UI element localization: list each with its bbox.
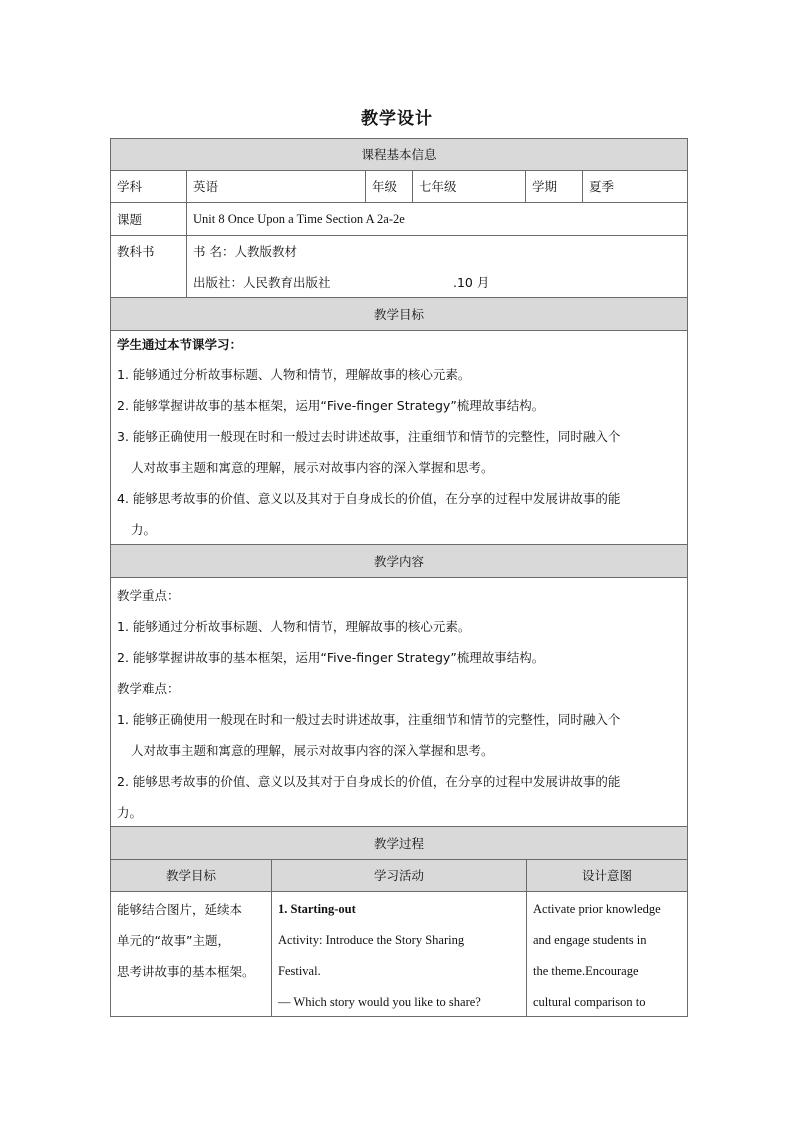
objectives-header: 教学目标 xyxy=(110,297,688,331)
activity-line: Festival. xyxy=(278,964,321,978)
goal-line: 思考讲故事的基本框架。 xyxy=(117,964,255,979)
difficult-point-item-cont: 力。 xyxy=(117,805,143,820)
goal-line: 能够结合图片，延续本 xyxy=(117,902,243,917)
objectives-body xyxy=(110,330,688,545)
intent-line: Activate prior knowledge xyxy=(533,902,661,916)
difficult-point-item-cont: 人对故事主题和寓意的理解，展示对故事内容的深入掌握和思考。 xyxy=(131,743,494,758)
intent-line: the theme.Encourage xyxy=(533,964,639,978)
intent-line: and engage students in xyxy=(533,933,647,947)
activity-cell xyxy=(271,891,527,1017)
activity-line: Activity: Introduce the Story Sharing xyxy=(278,933,465,947)
activity-title: 1. Starting-out xyxy=(278,902,356,916)
publish-month: .10 月 xyxy=(453,275,490,290)
textbook-label: 教科书 xyxy=(110,235,187,298)
term-label: 学期 xyxy=(525,170,583,203)
difficult-point-item: 1. 能够正确使用一般现在时和一般过去时讲述故事，注重细节和情节的完整性，同时融入个 xyxy=(117,712,621,727)
grade-label: 年级 xyxy=(365,170,413,203)
objective-item-cont: 力。 xyxy=(131,522,157,537)
key-point-item: 2. 能够掌握讲故事的基本框架，运用“Five-finger Strategy”梳理故事结构。 xyxy=(117,650,545,665)
publisher: 出版社：人民教育出版社 xyxy=(193,275,331,290)
difficult-point-item: 2. 能够思考故事的价值、意义以及其对于自身成长的价值，在分享的过程中发展讲故事的能 xyxy=(117,774,621,789)
content-body xyxy=(110,577,688,827)
key-point-item: 1. 能够通过分析故事标题、人物和情节，理解故事的核心元素。 xyxy=(117,619,471,634)
basic-info-header: 课程基本信息 xyxy=(110,138,688,171)
intent-cell xyxy=(526,891,688,1017)
publisher-line xyxy=(193,267,687,298)
grade-value: 七年级 xyxy=(412,170,526,203)
objective-item: 3. 能够正确使用一般现在时和一般过去时讲述故事，注重细节和情节的完整性，同时融入个 xyxy=(117,429,621,444)
goal-line: 单元的“故事”主题， xyxy=(117,933,230,948)
intent-line: cultural comparison to xyxy=(533,995,646,1009)
objective-item: 2. 能够掌握讲故事的基本框架，运用“Five-finger Strategy”梳理故事结构。 xyxy=(117,398,545,413)
subject-value: 英语 xyxy=(186,170,366,203)
objective-item: 4. 能够思考故事的价值、意义以及其对于自身成长的价值，在分享的过程中发展讲故事的能 xyxy=(117,491,621,506)
key-points-label: 教学重点： xyxy=(117,588,180,603)
process-header: 教学过程 xyxy=(110,826,688,860)
term-value: 夏季 xyxy=(582,170,688,203)
textbook-info xyxy=(186,235,688,298)
page-title: 教学设计 xyxy=(361,109,433,129)
book-name: 书 名：人教版教材 xyxy=(193,244,297,259)
col-intent-header: 设计意图 xyxy=(526,859,688,892)
topic-value: Unit 8 Once Upon a Time Section A 2a-2e xyxy=(186,202,688,236)
topic-label: 课题 xyxy=(110,202,187,236)
difficult-points-label: 教学难点： xyxy=(117,681,180,696)
col-goal-header: 教学目标 xyxy=(110,859,272,892)
goal-cell xyxy=(110,891,272,1017)
objectives-lead: 学生通过本节课学习： xyxy=(117,337,243,352)
objective-item-cont: 人对故事主题和寓意的理解，展示对故事内容的深入掌握和思考。 xyxy=(131,460,494,475)
activity-question: — Which story would you like to share? xyxy=(278,995,481,1009)
objective-item: 1. 能够通过分析故事标题、人物和情节，理解故事的核心元素。 xyxy=(117,367,471,382)
content-header: 教学内容 xyxy=(110,544,688,578)
subject-label: 学科 xyxy=(110,170,187,203)
col-activity-header: 学习活动 xyxy=(271,859,527,892)
